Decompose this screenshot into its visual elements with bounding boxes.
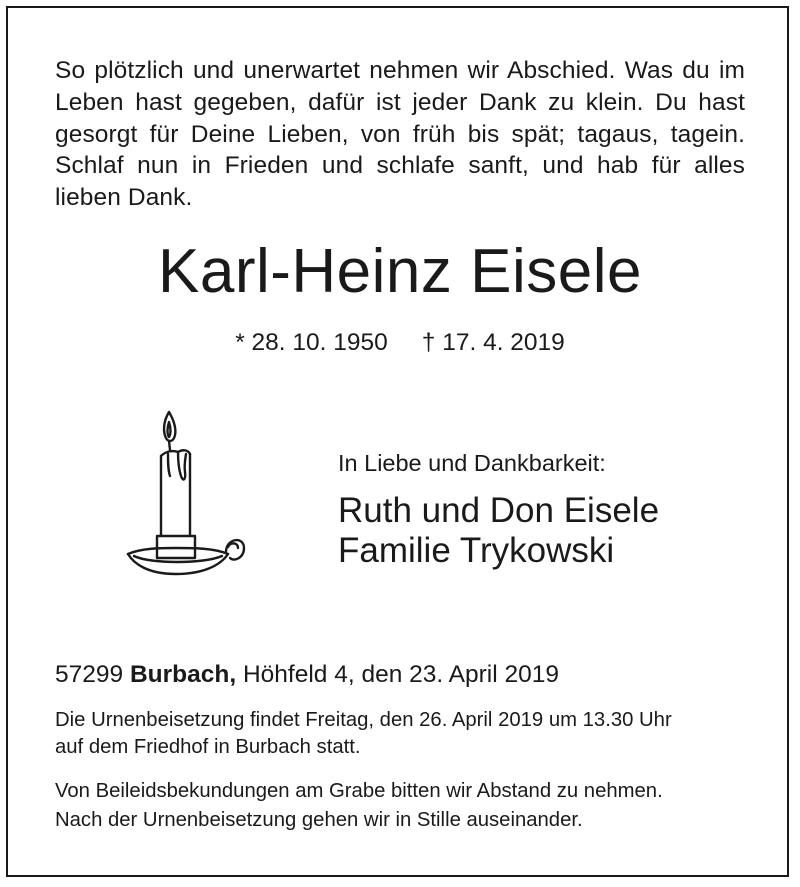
mourner-name: Ruth und Don Eisele: [338, 491, 660, 530]
condolence-line: Von Beileidsbekundungen am Grabe bitten wir Abstand zu nehmen.: [55, 780, 663, 802]
mourners-block: [338, 448, 659, 571]
poem-line: So plötzlich und unerwartet nehmen wir Abschied. Was du: [55, 57, 710, 84]
poem-line: tagein. Schlaf nun in Frieden und schlafe sanft, und hab: [55, 120, 745, 180]
mourner-name: Familie Trykowski: [338, 531, 615, 570]
death-date: † 17. 4. 2019: [421, 329, 565, 356]
condolence-notice: [55, 777, 755, 835]
condolence-line: Nach der Urnenbeisetzung gehen wir in Stille auseinander.: [55, 809, 583, 831]
address-date: Höhfeld 4, den 23. April 2019: [242, 661, 559, 688]
life-dates: [0, 328, 800, 358]
poem-line: im Leben hast gegeben, dafür ist jeder Dank zu klein. Du: [55, 57, 745, 116]
farewell-poem: [55, 55, 745, 214]
poem-line: hast gesorgt für Deine Lieben, von früh bis spät; tagaus,: [55, 88, 745, 148]
burial-line: Die Urnenbeisetzung findet Freitag, den 26. April 2019 um 13.30 Uhr: [55, 709, 672, 731]
birth-date: * 28. 10. 1950: [235, 329, 388, 356]
poem-line: für alles lieben Dank.: [55, 152, 746, 212]
place-and-date: [55, 660, 559, 690]
mourners-intro: In Liebe und Dankbarkeit:: [338, 450, 606, 476]
town: Burbach,: [129, 661, 237, 688]
candle-icon: [124, 408, 248, 580]
postcode: 57299: [55, 661, 124, 688]
burial-notice: [55, 707, 755, 761]
deceased-name: Karl-Heinz Eisele: [157, 237, 642, 306]
burial-line: auf dem Friedhof in Burbach statt.: [55, 736, 361, 758]
mourners-names: [338, 491, 659, 571]
